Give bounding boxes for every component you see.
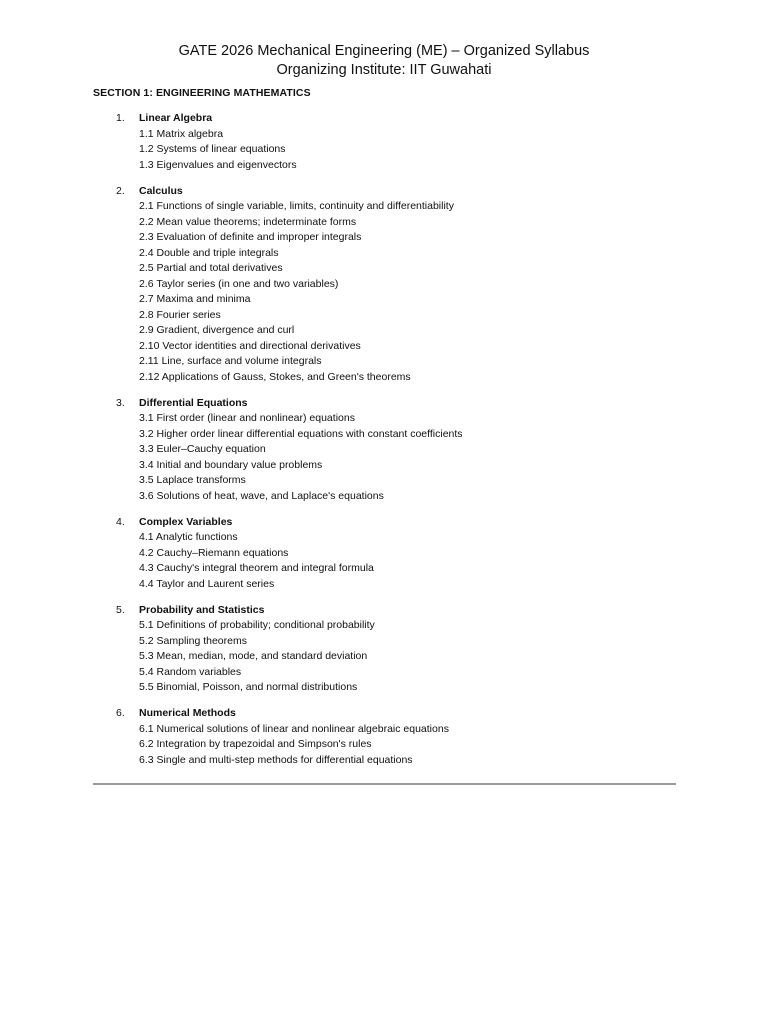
- subtopic-item: 5.4 Random variables: [139, 665, 242, 678]
- subtopic-list: [0, 127, 768, 174]
- topic-number: 5.: [116, 603, 125, 616]
- topic-title: Complex Variables: [139, 515, 233, 528]
- subtopic-item: 4.3 Cauchy's integral theorem and integral formula: [139, 562, 374, 574]
- subtopic-list: [0, 199, 768, 385]
- subtopic-item: 2.4 Double and triple integrals: [139, 246, 279, 259]
- subtopic-item: 3.1 First order (linear and nonlinear) equations: [139, 412, 355, 424]
- subtopic-item: 3.6 Solutions of heat, wave, and Laplace's equations: [139, 489, 384, 502]
- subtopic-list: [0, 530, 768, 592]
- subtopic-item: 2.5 Partial and total derivatives: [139, 262, 283, 274]
- subtopic-item: 6.1 Numerical solutions of linear and nonlinear algebraic equations: [139, 722, 449, 735]
- topic-item: [0, 515, 768, 593]
- subtopic-item: 5.5 Binomial, Poisson, and normal distributions: [139, 681, 358, 693]
- subtopic-item: 2.1 Functions of single variable, limits, continuity and differentiability: [139, 200, 454, 212]
- subtopic-item: 3.4 Initial and boundary value problems: [139, 458, 323, 471]
- subtopic-item: 2.8 Fourier series: [139, 308, 221, 321]
- subtopic-item: 2.10 Vector identities and directional derivatives: [139, 339, 361, 352]
- topic-title: Linear Algebra: [139, 112, 213, 124]
- document-title: [0, 42, 768, 80]
- topic-title: Numerical Methods: [139, 707, 236, 719]
- topic-item: [0, 111, 768, 173]
- subtopic-item: 3.2 Higher order linear differential equations with constant coefficients: [139, 427, 463, 440]
- subtopic-item: 1.3 Eigenvalues and eigenvectors: [139, 158, 297, 171]
- subtopic-item: 5.2 Sampling theorems: [139, 634, 247, 647]
- subtopic-item: 5.3 Mean, median, mode, and standard deviation: [139, 650, 368, 662]
- title-line-institute: Organizing Institute: IIT Guwahati: [276, 62, 492, 78]
- subtopic-item: 6.3 Single and multi-step methods for differential equations: [139, 753, 413, 766]
- subtopic-item: 4.2 Cauchy–Riemann equations: [139, 546, 289, 559]
- subtopic-list: [0, 722, 768, 769]
- subtopic-item: 4.4 Taylor and Laurent series: [139, 577, 275, 590]
- subtopic-item: 2.7 Maxima and minima: [139, 293, 251, 305]
- subtopic-item: 1.1 Matrix algebra: [139, 127, 224, 140]
- topic-item: [0, 706, 768, 768]
- topic-title: Probability and Statistics: [139, 603, 265, 616]
- topic-item: [0, 396, 768, 505]
- subtopic-item: 4.1 Analytic functions: [139, 531, 238, 543]
- topic-number: 3.: [116, 396, 125, 409]
- subtopic-item: 6.2 Integration by trapezoidal and Simpson's rules: [139, 738, 372, 750]
- subtopic-item: 2.12 Applications of Gauss, Stokes, and Green's theorems: [139, 370, 411, 383]
- topic-item: [0, 184, 768, 386]
- subtopic-list: [0, 411, 768, 504]
- topic-number: 4.: [116, 515, 125, 528]
- divider-line: [93, 783, 676, 785]
- title-line-main: GATE 2026 Mechanical Engineering (ME) – Organized Syllabus: [178, 43, 590, 59]
- subtopic-item: 2.11 Line, surface and volume integrals: [139, 355, 322, 367]
- subtopic-item: 2.3 Evaluation of definite and improper integrals: [139, 231, 362, 243]
- topic-item: [0, 603, 768, 696]
- subtopic-item: 2.9 Gradient, divergence and curl: [139, 324, 295, 336]
- subtopic-item: 3.3 Euler–Cauchy equation: [139, 443, 266, 455]
- subtopic-item: 2.2 Mean value theorems; indeterminate forms: [139, 215, 357, 228]
- subtopic-list: [0, 618, 768, 696]
- topic-number: 6.: [116, 707, 125, 719]
- topic-title: Calculus: [139, 184, 183, 197]
- subtopic-item: 1.2 Systems of linear equations: [139, 143, 286, 155]
- section-heading: SECTION 1: ENGINEERING MATHEMATICS: [93, 87, 311, 99]
- subtopic-item: 2.6 Taylor series (in one and two variables): [139, 277, 339, 290]
- topic-list: [0, 111, 768, 779]
- subtopic-item: 5.1 Definitions of probability; conditional probability: [139, 619, 375, 631]
- topic-title: Differential Equations: [139, 396, 248, 409]
- topic-number: 2.: [116, 184, 125, 197]
- topic-number: 1.: [116, 112, 125, 124]
- subtopic-item: 3.5 Laplace transforms: [139, 474, 246, 486]
